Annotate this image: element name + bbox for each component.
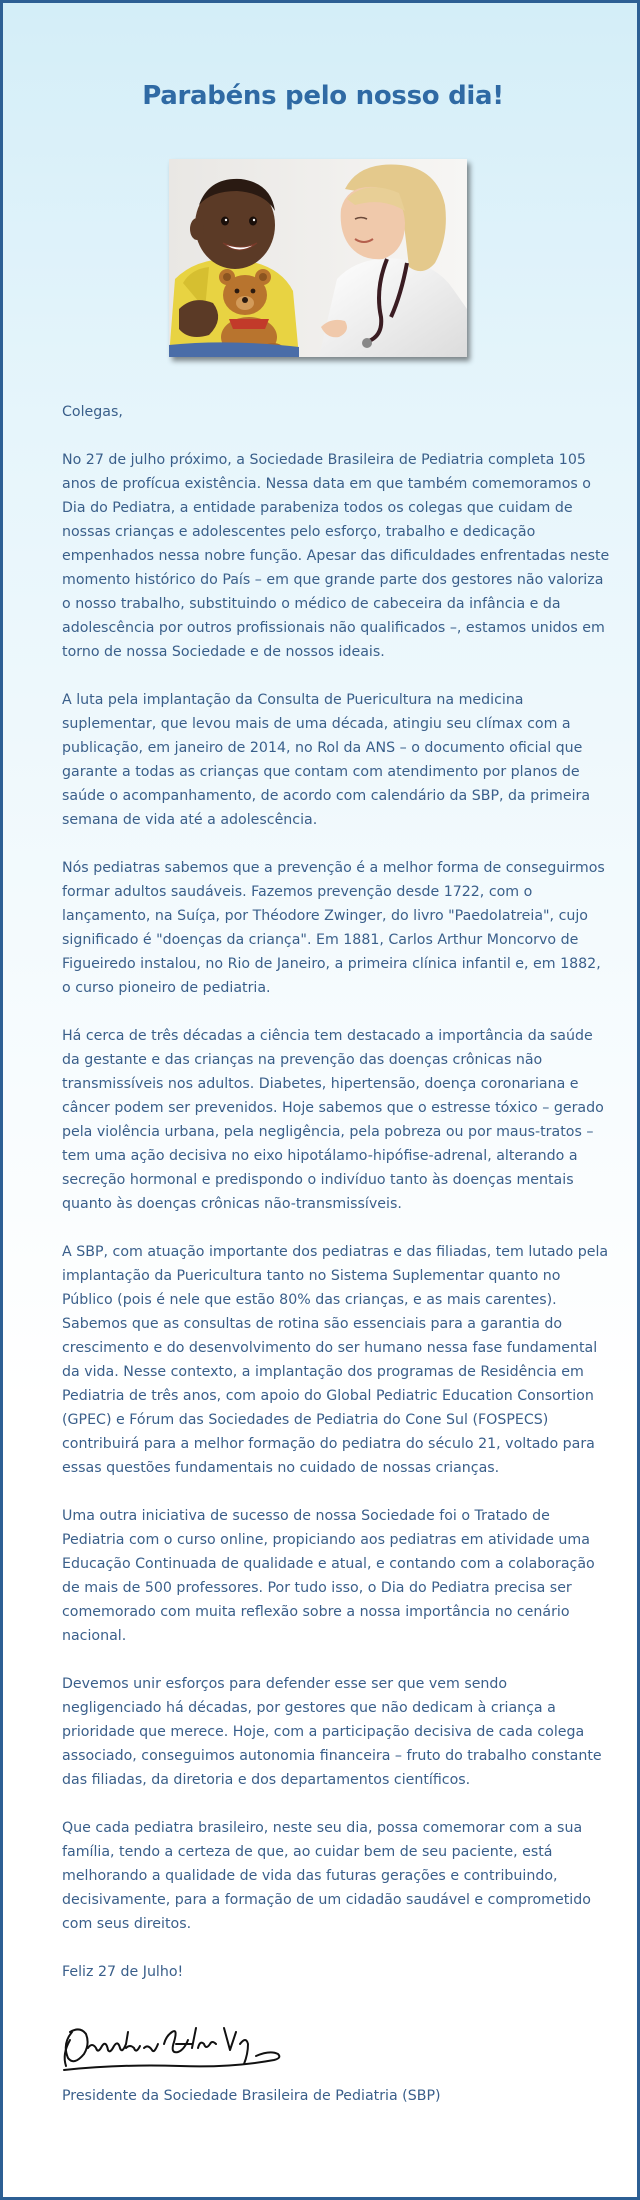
pediatrician-child-photo — [169, 159, 467, 357]
paragraph: Há cerca de três décadas a ciência tem destacado a importância da saúde da gestante e das crianças na prevenção das doenças crônicas não transmissíveis nos adultos. Diabetes, hipertensão, doença coronariana e câncer podem ser prevenidos. Hoje sabemos que o estresse tóxico – gerado pela violência urbana, pela negligência, pela pobreza ou por maus-tratos – tem uma ação decisiva no eixo hipotálamo-hipófise-adrenal, alterando a secreção hormonal e predispondo o indivíduo tanto às doenças mentais quanto às doenças crônicas não-transmissíveis. — [62, 1028, 604, 1212]
greeting: Colegas, — [62, 404, 123, 420]
handwritten-signature — [60, 2014, 290, 2076]
paragraph: Nós pediatras sabemos que a prevenção é a melhor forma de conseguirmos formar adultos saudáveis. Fazemos prevenção desde 1722, com o lançamento, na Suíça, por Théodore Zwinger, do livro "PaedoIatreia", cujo significado é "doenças da criança". Em 1881, Carlos Arthur Moncorvo de Figueiredo instalou, no Rio de Janeiro, a primeira clínica infantil e, em 1882, o curso pioneiro de pediatria. — [62, 860, 605, 996]
paragraph: Devemos unir esforços para defender esse ser que vem sendo negligenciado há décadas, por gestores que não dedicam à criança a prioridade que merece. Hoje, com a participação decisiva de cada colega associado, conseguimos autonomia financeira – fruto do trabalho constante das filiadas, da diretoria e dos departamentos científicos. — [62, 1676, 602, 1788]
paragraph: Uma outra iniciativa de sucesso de nossa Sociedade foi o Tratado de Pediatria com o curso online, propiciando aos pediatras em atividade uma Educação Continuada de qualidade e atual, e contando com a colaboração de mais de 500 professores. Por tudo isso, o Dia do Pediatra precisa ser comemorado com muita reflexão sobre a nossa importância no cenário nacional. — [62, 1508, 595, 1644]
letter-body — [62, 400, 610, 2132]
signature-title: Presidente da Sociedade Brasileira de Pediatria (SBP) — [62, 2088, 441, 2104]
page-title: Parabéns pelo nosso dia! — [142, 81, 504, 111]
paragraph: No 27 de julho próximo, a Sociedade Brasileira de Pediatria completa 105 anos de profícua existência. Nessa data em que também comemoramos o Dia do Pediatra, a entidade parabeniza todos os colegas que cuidam de nossas crianças e adolescentes pelo esforço, trabalho e dedicação empenhados nessa nobre função. Apesar das dificuldades enfrentadas neste momento histórico do País – em que grande parte dos gestores não valoriza o nosso trabalho, substituindo o médico de cabeceira da infância e da adolescência por outros profissionais não qualificados –, estamos unidos em torno de nossa Sociedade e de nossos ideais. — [62, 452, 610, 660]
paragraph: Que cada pediatra brasileiro, neste seu dia, possa comemorar com a sua família, tendo a certeza de que, ao cuidar bem de seu paciente, está melhorando a qualidade de vida das futuras gerações e contribuindo, decisivamente, para a formação de um cidadão saudável e comprometido com seus direitos. — [62, 1820, 591, 1932]
paragraph: A luta pela implantação da Consulta de Puericultura na medicina suplementar, que levou mais de uma década, atingiu seu clímax com a publicação, em janeiro de 2014, no Rol da ANS – o documento oficial que garante a todas as crianças que contam com atendimento por planos de saúde o acompanhamento, de acordo com calendário da SBP, da primeira semana de vida até a adolescência. — [62, 692, 591, 828]
closing-line: Feliz 27 de Julho! — [62, 1964, 184, 1980]
paragraph: A SBP, com atuação importante dos pediatras e das filiadas, tem lutado pela implantação da Puericultura tanto no Sistema Suplementar quanto no Público (pois é nele que estão 80% das crianças, e as mais carentes). Sabemos que as consultas de rotina são essenciais para a garantia do crescimento e do desenvolvimento do ser humano nessa fase fundamental da vida. Nesse contexto, a implantação dos programas de Residência em Pediatria de três anos, com apoio do Global Pediatric Education Consortion (GPEC) e Fórum das Sociedades de Pediatria do Cone Sul (FOSPECS) contribuirá para a melhor formação do pediatra do século 21, voltado para essas questões fundamentais no cuidado de nossas crianças. — [62, 1244, 609, 1476]
